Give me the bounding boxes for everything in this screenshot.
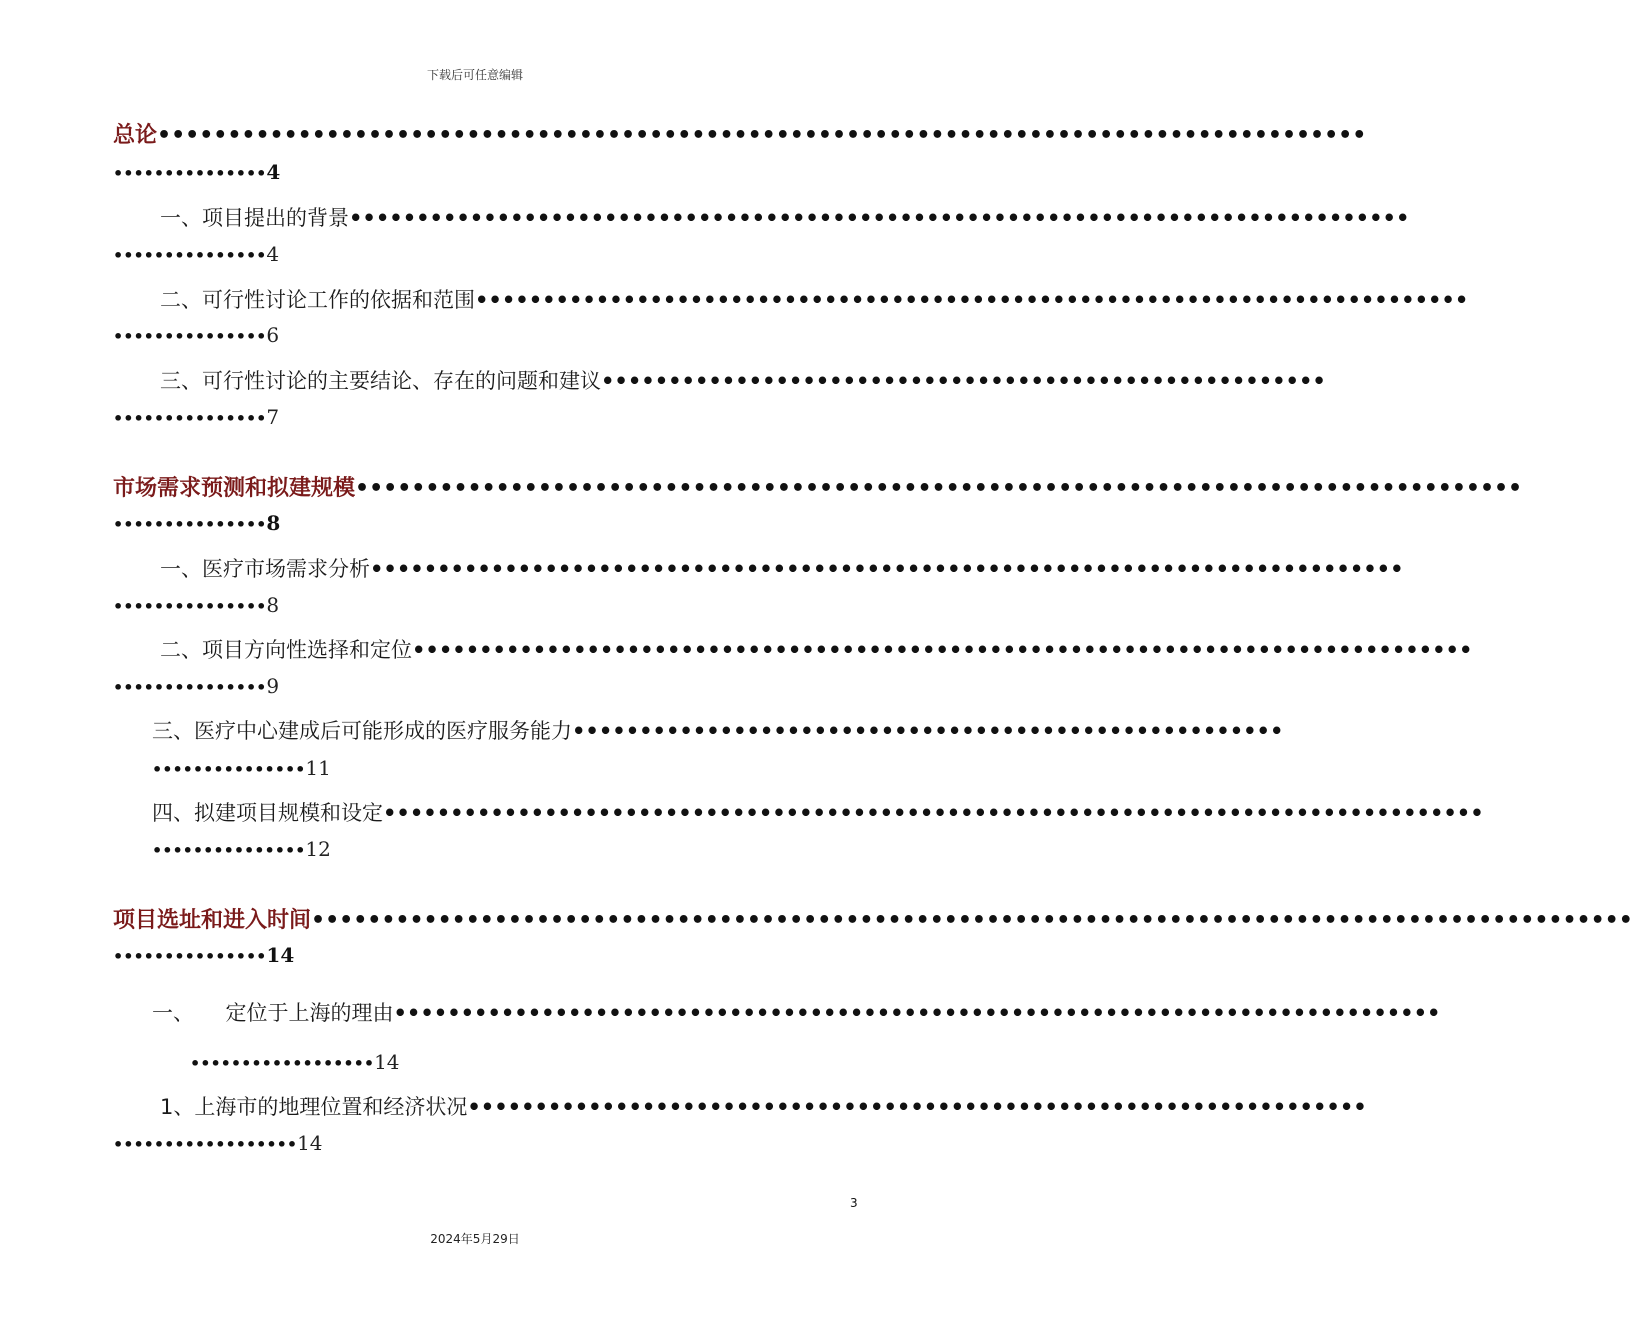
toc-title-line[interactable] [113, 118, 1367, 149]
toc-leader: •••••••••••••••••••••••••••••••••••••••••••••••••••••••••••••••••••••••••• [475, 288, 1469, 312]
toc-item-label: 四、拟建项目规模和设定 [152, 801, 383, 825]
toc-page-number: 9 [266, 674, 280, 698]
toc-title-line[interactable] [113, 471, 1523, 502]
toc-item-line[interactable] [152, 997, 1441, 1027]
page-header: 下载后可任意编辑 [426, 68, 523, 82]
toc-page-number: 8 [266, 593, 280, 617]
toc-page-number: 8 [266, 511, 281, 535]
toc-leader: ••••••••••••••• [113, 678, 267, 697]
toc-item-label: 1、上海市的地理位置和经济状况 [160, 1095, 468, 1119]
toc-item-label: 二、可行性讨论工作的依据和范围 [160, 288, 475, 312]
toc-page-number: 6 [266, 323, 280, 347]
toc-item-line[interactable] [160, 634, 1473, 664]
toc-item-line[interactable] [160, 1091, 1367, 1121]
toc-page-line [113, 323, 279, 347]
toc-leader: •••••••••••••••••••••••••••••••••••••••••••••••••••••• [601, 369, 1326, 393]
toc-leader: ••••••••••••••• [113, 327, 267, 346]
toc-leader: ••••••••••••••••••••••••••••••••••••••••••••••••••••••••••••••••••• [467, 1095, 1367, 1119]
toc-title-label: 总论 [113, 123, 158, 148]
toc-page-line [113, 943, 294, 967]
toc-leader: ••••••••••••••• [152, 760, 306, 779]
toc-page-line [113, 674, 279, 698]
toc-item-line[interactable] [160, 365, 1326, 395]
toc-item-line[interactable] [152, 797, 1484, 827]
toc-page-line [113, 242, 279, 266]
toc-item-line[interactable] [160, 284, 1469, 314]
toc-item-label: 一、项目提出的背景 [160, 206, 349, 230]
toc-item-line[interactable] [160, 553, 1404, 583]
page-number: 3 [850, 1196, 858, 1210]
toc-leader: •••••••••••••••••••••••••••••••••••••••••••••••••••••••••••••••••••••••••••••••••••••• [157, 123, 1367, 148]
toc-title-label: 市场需求预测和拟建规模 [113, 476, 356, 501]
toc-leader: •••••••••••••••••• [113, 1135, 298, 1154]
toc-leader: ••••••••••••••••••••••••••••••••••••••••••••••••••••• [572, 719, 1284, 743]
toc-leader: ••••••••••••••• [152, 841, 306, 860]
toc-leader: ••••••••••••••• [113, 246, 267, 265]
toc-item-label: 三、可行性讨论的主要结论、存在的问题和建议 [160, 369, 601, 393]
toc-page-line [113, 160, 280, 184]
toc-item-label: 一、医疗市场需求分析 [160, 557, 370, 581]
toc-leader: ••••••••••••••••••••••••••••••••••••••••••••••••••••••••••••••••••••••••••••••••••• [355, 476, 1523, 501]
toc-leader: •••••••••••••••••••••••••••••••••••••••••••••••••••••••••••••••••••••••••••••••••• [383, 801, 1484, 825]
toc-leader: ••••••••••••••• [113, 164, 267, 183]
toc-page-number: 12 [305, 837, 331, 861]
toc-leader: ••••••••••••••• [113, 515, 267, 534]
toc-item-label: 三、医疗中心建成后可能形成的医疗服务能力 [152, 719, 572, 743]
toc-page-line [152, 756, 331, 780]
toc-page-number: 4 [266, 242, 280, 266]
toc-page-number: 14 [374, 1050, 400, 1074]
toc-title-line[interactable] [113, 903, 1633, 934]
toc-item-line[interactable] [160, 202, 1410, 232]
toc-page-number: 4 [266, 160, 281, 184]
toc-item-label: 一、 定位于上海的理由 [152, 1001, 394, 1025]
toc-leader: •••••••••••••••••• [190, 1054, 375, 1073]
toc-page-line [113, 1131, 323, 1155]
toc-page-number: 14 [266, 943, 295, 967]
toc-page-line [113, 593, 279, 617]
toc-leader: •••••••••••••••••••••••••••••••••••••••••••••••••••••••••••••••••••••••••••••• [393, 1001, 1441, 1025]
toc-page-line [113, 405, 279, 429]
toc-leader: ••••••••••••••• [113, 947, 267, 966]
toc-leader: ••••••••••••••••••••••••••••••••••••••••••••••••••••••••••••••••••••••••••••••• [349, 206, 1410, 230]
toc-page-number: 11 [305, 756, 331, 780]
toc-page-line [113, 511, 280, 535]
toc-item-label: 二、项目方向性选择和定位 [160, 638, 412, 662]
toc-leader: ••••••••••••••••••••••••••••••••••••••••••••••••••••••••••••••••••••••••••••• [370, 557, 1404, 581]
toc-page-number: 7 [266, 405, 280, 429]
toc-page-line [190, 1050, 400, 1074]
toc-page-line [152, 837, 331, 861]
footer-date: 2024年5月29日 [430, 1232, 520, 1246]
toc-item-line[interactable] [152, 715, 1284, 745]
toc-leader: •••••••••••••••••••••••••••••••••••••••••••••••••••••••••••••••••••••••••••••••••••••••••••••• [311, 908, 1633, 933]
toc-page-number: 14 [297, 1131, 323, 1155]
toc-leader: ••••••••••••••• [113, 597, 267, 616]
toc-leader: ••••••••••••••••••••••••••••••••••••••••••••••••••••••••••••••••••••••••••••••• [412, 638, 1473, 662]
toc-leader: ••••••••••••••• [113, 409, 267, 428]
toc-title-label: 项目选址和进入时间 [113, 908, 312, 933]
